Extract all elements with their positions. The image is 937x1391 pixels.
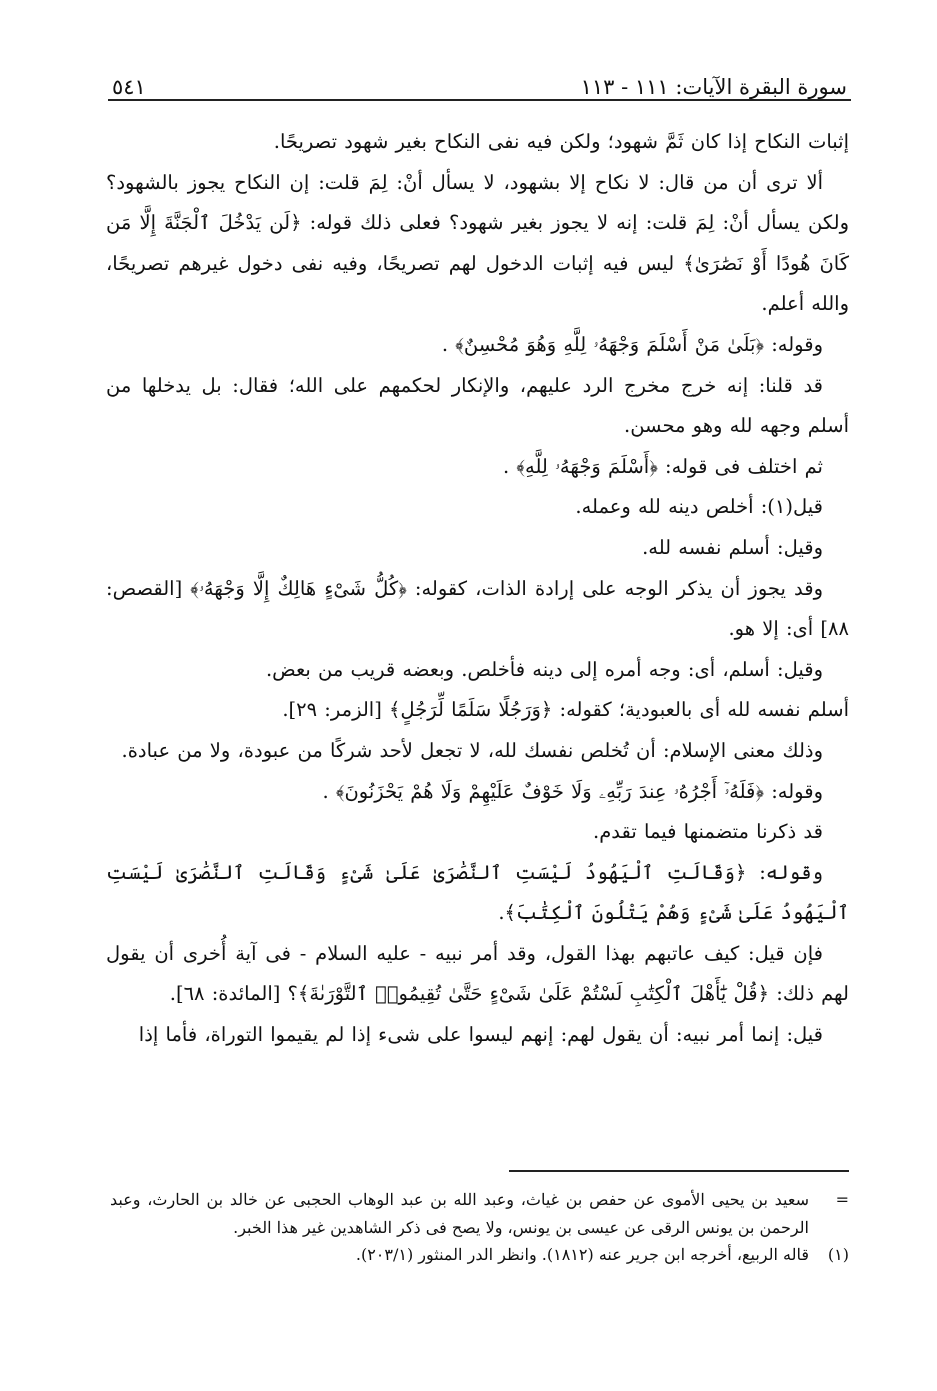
running-header (112, 60, 847, 98)
main-text (106, 122, 849, 1056)
paragraph: وقوله: ﴿فَلَهُۥٓ أَجْرُهُۥ عِندَ رَبِّهِۦ وَلَا خَوْفٌ عَلَيْهِمْ وَلَا هُمْ يَحْزَنُونَ﴾ . (322, 779, 823, 803)
footnote-1 (110, 1241, 849, 1269)
paragraph: وذلك معنى الإسلام: أن تُخلص نفسك لله، لا تجعل لأحد شركًا من عبودة، ولا من عبادة. (121, 738, 823, 762)
footnote-separator (509, 1170, 849, 1172)
header-rule (108, 99, 851, 101)
paragraph: قيل(١): أخلص دينه لله وعمله. (575, 495, 823, 519)
paragraph: وقيل: أسلم، أى: وجه أمره إلى دينه فأخلص. وبعضه قريب من بعض. (265, 657, 823, 681)
paragraph: أسلم نفسه لله أى بالعبودية؛ كقوله: ﴿وَرَجُلًا سَلَمًا لِّرَجُلٍ﴾ [الزمر: ٢٩]. (282, 698, 849, 722)
paragraph: ألا ترى أن من قال: لا نكاح إلا بشهود، لا يسأل أنْ: لِمَ قلت: إن النكاح يجوز بالشهود؟ ولكن يسأل أنْ: لِمَ قلت: إنه لا يجوز بغير شهود؟ فعلى ذلك قوله: ﴿لَن يَدْخُلَ ٱلْجَنَّةَ إِلَّا مَن كَانَ هُودًا أَوْ نَصَٰرَىٰ﴾ ليس فيه إثبات الدخول لهم تصريحًا، وفيه نفى دخول غيرهم تصريحًا، والله أعلم. (106, 170, 849, 316)
page-number: ٥٤١ (112, 75, 146, 99)
footnote-text: سعيد بن يحيى الأموى عن حفص بن غياث، وعبد الله بن عبد الوهاب الحجبى عن خالد بن الحارث، وعبد الرحمن بن يونس الرقى عن عيسى بن يونس، ولا يصح فى ذكر الشاهدين غير هذا الخبر. (110, 1190, 809, 1237)
paragraph: وقوله: ﴿بَلَىٰ مَنْ أَسْلَمَ وَجْهَهُۥ لِلَّهِ وَهُوَ مُحْسِنٌ﴾ . (441, 332, 823, 356)
paragraph: قيل: إنما أمر نبيه: أن يقول لهم: إنهم ليسوا على شىء إذا لم يقيموا التوراة، فأما إذا (138, 1023, 823, 1047)
surah-title: سورة البقرة الآيات: ١١١ - ١١٣ (580, 75, 847, 99)
paragraph: إثبات النكاح إذا كان ثَمَّ شهود؛ ولكن فيه نفى النكاح بغير شهود تصريحًا. (273, 130, 849, 153)
footnote-mark: = (835, 1190, 849, 1209)
paragraph: قد قلنا: إنه خرج مخرج الرد عليهم، والإنكار لحكمهم على الله؛ فقال: بل يدخلها من أسلم وجهه لله وهو محسن. (106, 373, 849, 438)
paragraph: وقد يجوز أن يذكر الوجه على إرادة الذات، كقوله: ﴿كُلُّ شَىْءٍ هَالِكٌ إِلَّا وَجْهَهُۥ﴾ [القصص: ٨٨] أى: إلا هو. (106, 576, 849, 641)
paragraph: فإن قيل: كيف عاتبهم بهذا القول، وقد أمر نبيه - عليه السلام - فى آية أُخرى أن يقول لهم ذلك: ﴿قُلْ يَٰٓأَهْلَ ٱلْكِتَٰبِ لَسْتُمْ عَلَىٰ شَىْءٍ حَتَّىٰ تُقِيمُوا۟ ٱلتَّوْرَىٰةَ﴾؟ [المائدة: ٦٨]. (106, 941, 849, 1006)
paragraph: قد ذكرنا متضمنها فيما تقدم. (593, 820, 823, 844)
footnote-continued (110, 1186, 849, 1241)
footnotes (110, 1186, 849, 1269)
footnote-text: قاله الربيع، أخرجه ابن جرير عنه (١٨١٢). وانظر الدر المنثور (٢٠٣/١). (355, 1245, 809, 1264)
paragraph: وقوله: ﴿وَقَالَتِ ٱلْيَهُودُ لَيْسَتِ ٱلنَّصَٰرَىٰ عَلَىٰ شَىْءٍ وَقَالَتِ ٱلنَّصَٰرَىٰ لَيْسَتِ ٱلْيَهُودُ عَلَىٰ شَىْءٍ وَهُمْ يَتْلُونَ ٱلْكِتَٰبَ﴾. (106, 860, 849, 925)
paragraph: وقيل: أسلم نفسه لله. (642, 535, 823, 559)
footnote-mark: (١) (827, 1245, 849, 1264)
paragraph: ثم اختلف فى قوله: ﴿أَسْلَمَ وَجْهَهُۥ لِلَّهِ﴾ . (502, 454, 823, 478)
